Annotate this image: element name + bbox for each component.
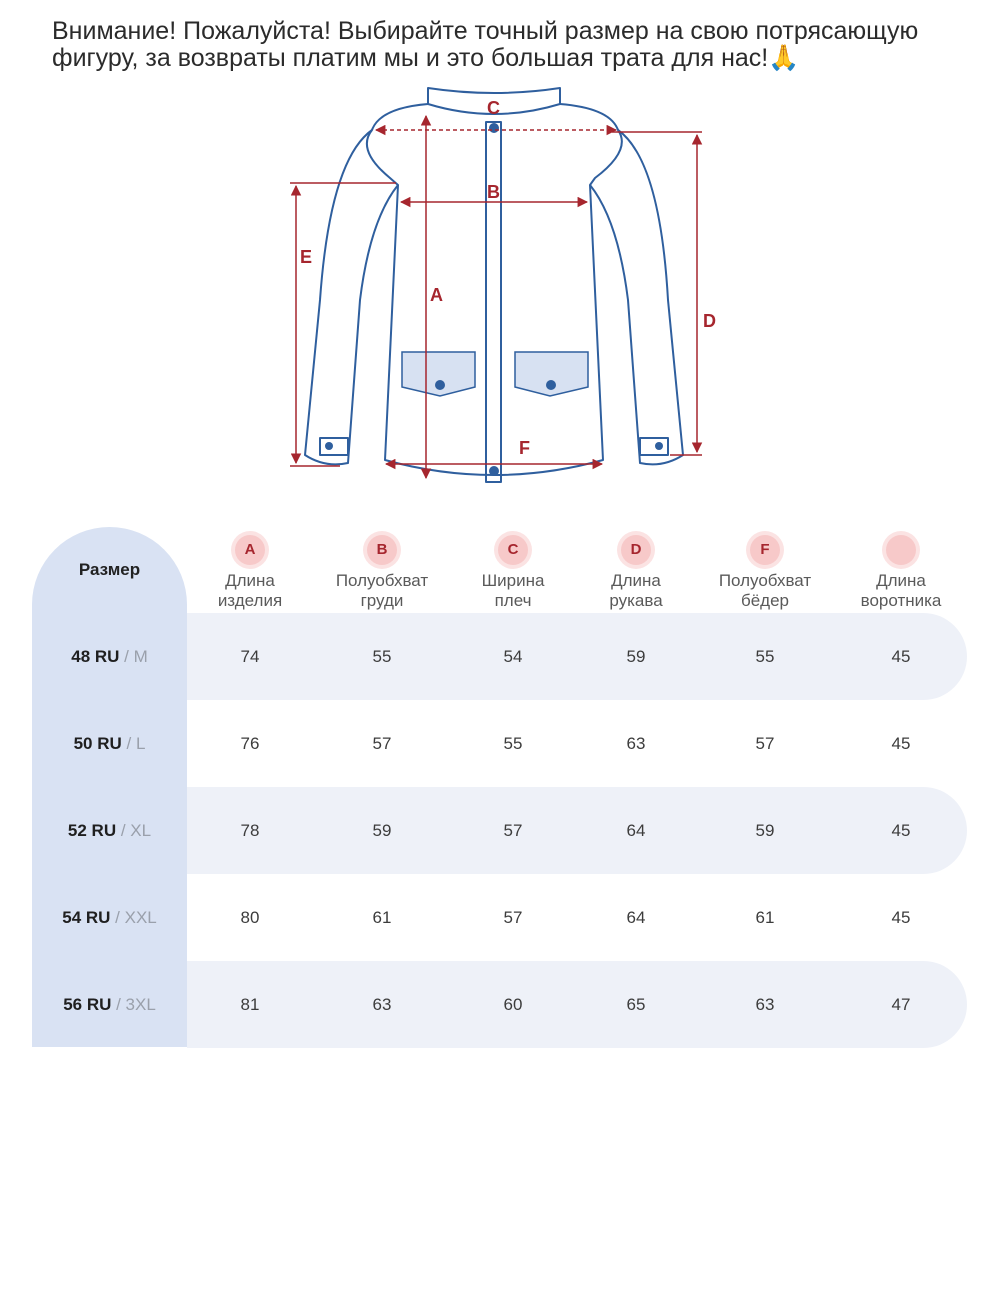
table-cell: 57 bbox=[755, 734, 775, 753]
size-label: 48 RU / M bbox=[71, 647, 148, 666]
button-collar bbox=[489, 123, 499, 133]
size-label: 54 RU / XXL bbox=[62, 908, 157, 927]
column-header bbox=[448, 535, 578, 611]
table-cell: 55 bbox=[755, 647, 775, 666]
table-cell: 76 bbox=[240, 734, 260, 753]
table-cell: 57 bbox=[503, 908, 523, 927]
table-cell: 63 bbox=[755, 995, 775, 1014]
size-label: 56 RU / 3XL bbox=[63, 995, 156, 1014]
table-row-band bbox=[187, 613, 967, 700]
column-header bbox=[700, 535, 830, 611]
column-header bbox=[317, 535, 447, 611]
table-cell: 80 bbox=[240, 908, 260, 927]
label-b: B bbox=[487, 182, 500, 202]
label-f: F bbox=[519, 438, 530, 458]
placket bbox=[486, 122, 501, 482]
column-badge bbox=[886, 535, 916, 565]
column-title: Длина изделия bbox=[217, 571, 283, 610]
column-title: Полуобхват бёдер bbox=[718, 571, 812, 610]
label-c: C bbox=[487, 98, 500, 118]
column-header bbox=[836, 535, 966, 611]
size-column-bg bbox=[32, 527, 187, 1047]
size-label: 52 RU / XL bbox=[67, 821, 152, 840]
table-cell: 45 bbox=[891, 908, 911, 927]
table-cell: 64 bbox=[626, 821, 646, 840]
column-header bbox=[571, 535, 701, 611]
column-title: Длина воротника bbox=[860, 571, 942, 610]
notice-text: Внимание! Пожалуйста! Выбирайте точный размер на свою потрясающую фигуру, за возвраты платим мы и это большая трата для нас!🙏 bbox=[52, 17, 919, 72]
table-cell: 59 bbox=[372, 821, 392, 840]
label-a: A bbox=[430, 285, 443, 305]
table-cell: 59 bbox=[755, 821, 775, 840]
table-cell: 65 bbox=[626, 995, 646, 1014]
size-label: 50 RU / L bbox=[73, 734, 146, 753]
table-cell: 45 bbox=[891, 734, 911, 753]
table-cell: 63 bbox=[626, 734, 646, 753]
column-title: Длина рукава bbox=[609, 571, 663, 610]
column-badge: A bbox=[235, 535, 265, 565]
table-cell: 45 bbox=[891, 821, 911, 840]
left-sleeve bbox=[305, 130, 398, 464]
table-cell: 61 bbox=[755, 908, 775, 927]
jacket-diagram bbox=[0, 80, 1000, 500]
label-e: E bbox=[300, 247, 313, 267]
table-row-band bbox=[187, 961, 967, 1048]
table-cell: 47 bbox=[891, 995, 911, 1014]
table-cell: 60 bbox=[503, 995, 523, 1014]
button-hem bbox=[489, 466, 499, 476]
table-cell: 63 bbox=[372, 995, 392, 1014]
table-cell: 55 bbox=[503, 734, 523, 753]
table-cell: 78 bbox=[240, 821, 260, 840]
label-d: D bbox=[703, 311, 716, 331]
table-row-band bbox=[187, 787, 967, 874]
table-cell: 57 bbox=[503, 821, 523, 840]
table-cell: 57 bbox=[372, 734, 392, 753]
table-cell: 55 bbox=[372, 647, 392, 666]
jacket-body-outline bbox=[367, 88, 622, 475]
column-title: Ширина плеч bbox=[481, 571, 545, 610]
table-cell: 74 bbox=[240, 647, 260, 666]
table-cell: 54 bbox=[503, 647, 523, 666]
table-cell: 81 bbox=[240, 995, 260, 1014]
size-header: Размер bbox=[78, 560, 141, 579]
table-cell: 61 bbox=[372, 908, 392, 927]
column-badge: B bbox=[367, 535, 397, 565]
table-cell: 59 bbox=[626, 647, 646, 666]
right-sleeve bbox=[590, 130, 683, 464]
table-cell: 64 bbox=[626, 908, 646, 927]
column-header bbox=[185, 535, 315, 611]
column-badge: C bbox=[498, 535, 528, 565]
column-title: Полуобхват груди bbox=[335, 571, 429, 610]
column-badge: D bbox=[621, 535, 651, 565]
table-cell: 45 bbox=[891, 647, 911, 666]
column-badge: F bbox=[750, 535, 780, 565]
